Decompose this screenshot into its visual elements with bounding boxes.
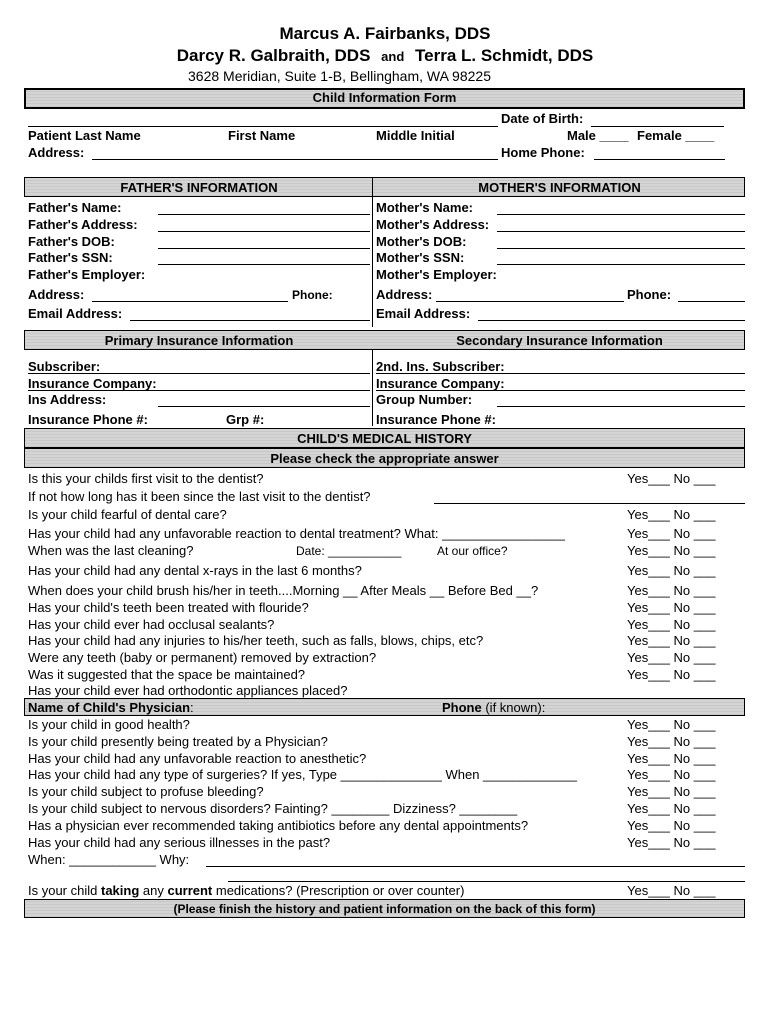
question-bleeding: Is your child subject to profuse bleeding? [28, 784, 264, 799]
mother-email-label: Email Address: [376, 306, 471, 321]
father-dob-label: Father's DOB: [28, 234, 115, 249]
patient-name-line[interactable] [28, 126, 498, 127]
question-surgeries: Has your child had any type of surgeries? If yes, Type ______________ When _____________ [28, 767, 578, 782]
cleaning-date-field[interactable]: Date: ___________ [296, 544, 402, 558]
yes-no-antibiotics[interactable]: Yes___ No ___ [627, 818, 716, 833]
father-name-label: Father's Name: [28, 200, 122, 215]
primary-address-field[interactable] [158, 406, 370, 407]
question-when-why: When: ____________ Why: [28, 852, 190, 867]
last-name-label: Patient Last Name [28, 128, 141, 143]
and-text: and [381, 49, 405, 64]
yes-no-good-health[interactable]: Yes___ No ___ [627, 717, 716, 732]
mother-heading: MOTHER'S INFORMATION [478, 180, 641, 195]
female-checkbox[interactable]: Female ____ [637, 128, 715, 143]
practice-name: Marcus A. Fairbanks, DDS [279, 24, 491, 43]
mother-emp-address-label: Address: [376, 287, 433, 302]
yes-no-last-cleaning[interactable]: Yes___ No ___ [627, 543, 716, 558]
secondary-subscriber-field[interactable] [376, 373, 745, 374]
father-name-field[interactable] [158, 214, 370, 215]
address-field[interactable] [92, 159, 498, 160]
cleaning-office-label: At our office? [437, 544, 508, 558]
med-any: any [139, 883, 168, 898]
yes-no-sealants[interactable]: Yes___ No ___ [627, 617, 716, 632]
question-sealants: Has your child ever had occlusal sealants? [28, 617, 275, 632]
father-address-field[interactable] [158, 231, 370, 232]
last-visit-field[interactable] [434, 503, 745, 504]
home-phone-label: Home Phone: [501, 145, 585, 160]
med-pre: Is your child [28, 883, 101, 898]
yes-no-xrays[interactable]: Yes___ No ___ [627, 563, 716, 578]
yes-no-nervous[interactable]: Yes___ No ___ [627, 801, 716, 816]
home-phone-field[interactable] [594, 159, 725, 160]
question-nervous: Is your child subject to nervous disorders? Fainting? ________ Dizziness? ________ [28, 801, 518, 816]
male-checkbox[interactable]: Male ____ [567, 128, 629, 143]
mother-employer-label: Mother's Employer: [376, 267, 497, 282]
secondary-group-label: Group Number: [376, 392, 473, 407]
mother-phone-label: Phone: [627, 287, 672, 302]
mother-phone-field[interactable] [678, 301, 745, 302]
yes-no-brushing[interactable]: Yes___ No ___ [627, 583, 716, 598]
question-brushing: When does your child brush his/her in teeth....Morning __ After Meals __ Before Bed __? [28, 583, 539, 598]
question-flouride: Has your child's teeth been treated with flouride? [28, 600, 309, 615]
physician-phone-note: (if known): [481, 700, 546, 715]
yes-no-extraction[interactable]: Yes___ No ___ [627, 650, 716, 665]
address-label: Address: [28, 145, 85, 160]
med-current: current [167, 883, 213, 898]
form-title: Child Information Form [312, 90, 457, 105]
father-ssn-label: Father's SSN: [28, 250, 113, 265]
question-fearful: Is your child fearful of dental care? [28, 507, 227, 522]
father-address-label: Father's Address: [28, 217, 138, 232]
footer-note: (Please finish the history and patient information on the back of this form) [173, 902, 596, 916]
mother-ssn-label: Mother's SSN: [376, 250, 465, 265]
mother-dob-label: Mother's DOB: [376, 234, 467, 249]
primary-phone-label: Insurance Phone #: [28, 412, 148, 427]
question-medications [28, 883, 464, 898]
physician-phone-bold: Phone [442, 700, 482, 715]
father-phone-label: Phone: [292, 288, 333, 302]
parents-divider [372, 177, 373, 327]
question-illnesses: Has your child had any serious illnesses in the past? [28, 835, 331, 850]
primary-address-label: Ins Address: [28, 392, 107, 407]
mother-name-label: Mother's Name: [376, 200, 473, 215]
primary-subscriber-label: Subscriber: [28, 359, 101, 374]
father-ssn-field[interactable] [158, 264, 370, 265]
question-antibiotics: Has a physician ever recommended taking antibiotics before any dental appointments? [28, 818, 529, 833]
question-xrays: Has your child had any dental x-rays in the last 6 months? [28, 563, 362, 578]
secondary-group-field[interactable] [497, 406, 745, 407]
question-first-visit: Is this your childs first visit to the dentist? [28, 471, 264, 486]
insurance-divider [372, 350, 373, 426]
physician-colon: : [190, 700, 194, 715]
question-unfavorable-reaction: Has your child had any unfavorable reaction to dental treatment? What: _________________ [28, 526, 565, 541]
secondary-company-label: Insurance Company: [376, 376, 505, 391]
primary-grp-label: Grp #: [226, 412, 265, 427]
dob-field[interactable] [591, 126, 724, 127]
medical-heading: CHILD'S MEDICAL HISTORY [297, 431, 472, 446]
yes-no-injuries[interactable]: Yes___ No ___ [627, 633, 716, 648]
mother-ssn-field[interactable] [497, 264, 745, 265]
med-taking: taking [100, 883, 140, 898]
secondary-subscriber-label: 2nd. Ins. Subscriber: [376, 359, 505, 374]
question-physician-treatment: Is your child presently being treated by a Physician? [28, 734, 328, 749]
yes-no-bleeding[interactable]: Yes___ No ___ [627, 784, 716, 799]
physician-name-label: Name of Child's Physician [28, 700, 191, 715]
yes-no-unfavorable-reaction[interactable]: Yes___ No ___ [627, 526, 716, 541]
yes-no-fearful[interactable]: Yes___ No ___ [627, 507, 716, 522]
mother-address-label: Mother's Address: [376, 217, 490, 232]
secondary-heading: Secondary Insurance Information [456, 333, 663, 348]
medical-subheading: Please check the appropriate answer [270, 451, 499, 466]
question-anesthetic: Has your child had any unfavorable reaction to anesthetic? [28, 751, 367, 766]
question-last-visit: If not how long has it been since the last visit to the dentist? [28, 489, 371, 504]
father-emp-address-field[interactable] [92, 301, 288, 302]
question-orthodontic: Has your child ever had orthodontic appliances placed? [28, 683, 348, 698]
yes-no-physician-treatment[interactable]: Yes___ No ___ [627, 734, 716, 749]
yes-no-first-visit[interactable]: Yes___ No ___ [627, 471, 716, 486]
question-good-health: Is your child in good health? [28, 717, 190, 732]
primary-subscriber-field[interactable] [28, 373, 370, 374]
middle-initial-label: Middle Initial [376, 128, 455, 143]
father-email-label: Email Address: [28, 306, 123, 321]
father-email-field[interactable] [130, 320, 370, 321]
dob-label: Date of Birth: [501, 111, 584, 126]
father-emp-address-label: Address: [28, 287, 85, 302]
mother-name-field[interactable] [497, 214, 745, 215]
father-dob-field[interactable] [158, 248, 370, 249]
primary-company-field[interactable] [28, 390, 370, 391]
doctor-3: Terra L. Schmidt, DDS [415, 46, 594, 65]
primary-heading: Primary Insurance Information [104, 333, 294, 348]
father-heading: FATHER'S INFORMATION [120, 180, 278, 195]
mother-address-field[interactable] [497, 231, 745, 232]
practice-address: 3628 Meridian, Suite 1-B, Bellingham, WA 98225 [188, 68, 491, 84]
question-last-cleaning: When was the last cleaning? [28, 543, 194, 558]
physician-phone-label [442, 700, 545, 715]
question-injuries: Has your child had any injuries to his/her teeth, such as falls, blows, chips, etc? [28, 633, 484, 648]
father-employer-label: Father's Employer: [28, 267, 146, 282]
med-post: medications? (Prescription or over counter) [212, 883, 465, 898]
secondary-phone-label: Insurance Phone #: [376, 412, 496, 427]
mother-emp-address-field[interactable] [436, 301, 624, 302]
mother-email-field[interactable] [478, 320, 745, 321]
doctor-2: Darcy R. Galbraith, DDS [176, 46, 371, 65]
primary-company-label: Insurance Company: [28, 376, 157, 391]
first-name-label: First Name [228, 128, 296, 143]
yes-no-illnesses[interactable]: Yes___ No ___ [627, 835, 716, 850]
yes-no-medications[interactable]: Yes___ No ___ [627, 883, 716, 898]
mother-dob-field[interactable] [497, 248, 745, 249]
secondary-company-field[interactable] [376, 390, 745, 391]
physician-label [28, 700, 194, 715]
question-extraction: Were any teeth (baby or permanent) removed by extraction? [28, 650, 377, 665]
medication-line[interactable] [228, 881, 745, 882]
yes-no-anesthetic[interactable]: Yes___ No ___ [627, 751, 716, 766]
yes-no-space-maintained[interactable]: Yes___ No ___ [627, 667, 716, 682]
yes-no-surgeries[interactable]: Yes___ No ___ [627, 767, 716, 782]
why-field[interactable] [206, 866, 745, 867]
question-space-maintained: Was it suggested that the space be maintained? [28, 667, 306, 682]
doctor-line [0, 46, 770, 66]
yes-no-flouride[interactable]: Yes___ No ___ [627, 600, 716, 615]
